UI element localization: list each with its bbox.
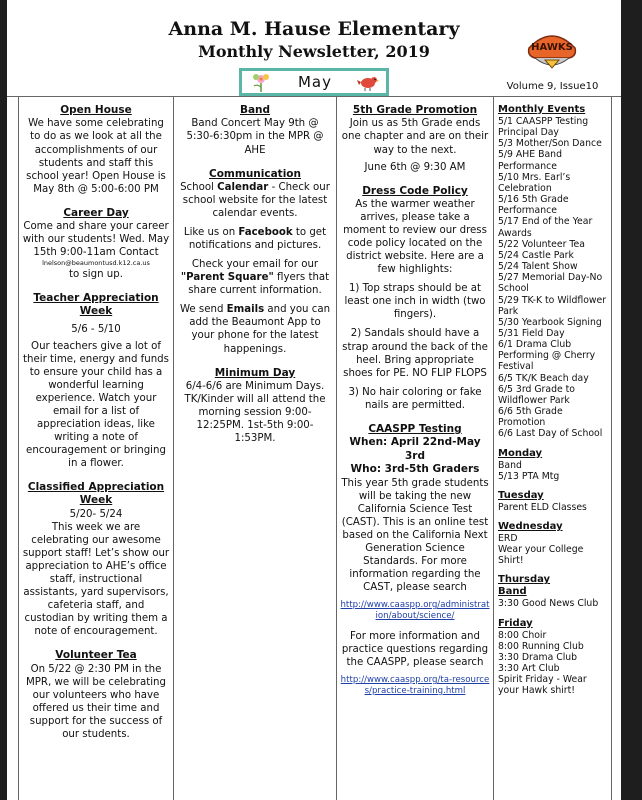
- calendar-paragraph: School Calendar - Check our school website for the latest calendar events.: [180, 182, 330, 220]
- teacher-appreciation-section: [22, 292, 170, 470]
- section-body: Come and share your career with our students! Wed. May 15th 9:00-11am Contact: [22, 221, 170, 259]
- section-body: We have some celebrating to do as we look at all the accomplishments of our students and staff this school year! Open House is May 8th @ 5:00-6:00 PM: [26, 118, 166, 195]
- classified-appreciation-section: [22, 481, 170, 638]
- event-list: [498, 116, 608, 440]
- section-title: Monthly Events: [498, 104, 586, 115]
- signup-text: to sign up.: [69, 268, 123, 280]
- day-item: Wear your College Shirt!: [498, 544, 584, 567]
- practice-test-link[interactable]: http://www.caaspp.org/ta-resources/practice-training.html: [340, 675, 490, 697]
- event-item: 5/24 Talent Show: [498, 261, 578, 273]
- day-item: 3:30 Good News Club: [498, 598, 599, 610]
- wednesday-section: [498, 521, 608, 566]
- caaspp-when: When: April 22nd-May 3rd: [349, 436, 481, 462]
- newsletter-page: [7, 0, 621, 800]
- section-title: Communication: [209, 167, 301, 180]
- event-item: 5/1 CAASPP Testing Principal Day: [498, 116, 589, 139]
- event-item: 5/10 Mrs. Earl’s Celebration: [498, 171, 571, 194]
- month-banner: [239, 68, 389, 96]
- section-body: Our teachers give a lot of their time, energy and funds to ensure your child has a wonderful learning experience. Watch your email for a list of appreciation ideas, like writing a note of encouragement or bringing in a flower.: [23, 340, 169, 469]
- event-item: 6/5 3rd Grade to Wildflower Park: [498, 383, 575, 406]
- section-title: Open House: [60, 104, 132, 116]
- bird-icon: [356, 72, 380, 92]
- section-title: Monday: [498, 447, 543, 459]
- career-day-section: [22, 207, 170, 281]
- communication-section: [178, 168, 332, 356]
- day-item: 3:30 Art Club: [498, 663, 560, 675]
- flower-icon: [248, 71, 274, 93]
- section-body: This week we are celebrating our awesome support staff! Let’s show our appreciation to AHE’s office staff, instructional assistants, yard supervisors, cafeteria staff, and custodian by writing them a note of encouragement.: [22, 521, 170, 638]
- section-dates: 5/6 - 5/10: [71, 323, 121, 335]
- newsletter-title: Monthly Newsletter, 2019: [198, 42, 430, 61]
- cast-info-link[interactable]: http://www.caaspp.org/administration/about/science/: [340, 599, 490, 621]
- contact-email[interactable]: lnelson@beaumontusd.k12.ca.us: [42, 259, 150, 268]
- emails-paragraph: We send Emails and you can add the Beaumont App to your phone for the latest happenings.: [179, 304, 331, 355]
- tuesday-section: [498, 490, 608, 513]
- promotion-time: June 6th @ 9:30 AM: [364, 161, 466, 173]
- friday-section: [498, 618, 608, 697]
- month-label: May: [297, 73, 332, 91]
- monday-section: [498, 448, 608, 482]
- day-item: 8:00 Running Club: [498, 640, 584, 652]
- day-item: ERD: [498, 533, 518, 544]
- section-body-2: TK/Kinder will all attend the morning session 9:00-12:25PM. 1st-5th 9:00-1:53PM.: [184, 394, 326, 445]
- section-body: Band Concert May 9th @ 5:30-6:30pm in the MPR @ AHE: [186, 118, 324, 156]
- promotion-section: [340, 104, 490, 174]
- day-item: Spirit Friday - Wear your Hawk shirt!: [498, 674, 587, 697]
- section-title: Dress Code Policy: [362, 184, 468, 197]
- caaspp-body: This year 5th grade students will be taking the new California Science Test (CAST). This is an online test based on the California Next Generation Science Standards. For more information regarding the CAST, please search: [341, 477, 489, 593]
- thursday-section: [498, 574, 608, 609]
- section-title: 5th Grade Promotion: [352, 104, 478, 116]
- day-item: 3:30 Drama Club: [498, 651, 578, 663]
- event-item: 5/31 Field Day: [498, 327, 565, 339]
- day-item: 5/13 PTA Mtg: [498, 470, 560, 482]
- volunteer-tea-section: [22, 649, 170, 741]
- section-body: Join us as 5th Grade ends one chapter and are on their way to the next.: [341, 118, 489, 156]
- column-2: [173, 97, 336, 800]
- event-item: 5/29 TK-K to Wildflower Park: [498, 294, 607, 317]
- event-item: 5/16 5th Grade Performance: [498, 194, 569, 217]
- caaspp-body-2: For more information and practice questions regarding the CAASPP, please search: [341, 630, 489, 669]
- section-title: Tuesday: [498, 489, 544, 501]
- event-item: 5/27 Memorial Day-No School: [498, 272, 603, 295]
- event-item: 5/30 Yearbook Signing: [498, 316, 602, 328]
- section-title: Career Day: [63, 206, 129, 219]
- section-body: On 5/22 @ 2:30 PM in the MPR, we will be celebrating our volunteers who have offered us their time and support for the success of our students.: [26, 663, 166, 741]
- event-item: 6/6 5th Grade Promotion: [498, 406, 563, 429]
- caaspp-section: [340, 423, 490, 697]
- section-title: Teacher Appreciation Week: [33, 291, 159, 318]
- event-item: 6/1 Drama Club Performing @ Cherry Festival: [498, 339, 596, 373]
- day-item: Parent ELD Classes: [498, 501, 587, 513]
- section-title: Band: [239, 104, 271, 116]
- section-title: Classified Appreciation Week: [27, 481, 165, 507]
- event-item: 5/3 Mother/Son Dance: [498, 138, 602, 150]
- column-4: [493, 97, 612, 800]
- section-title: Thursday: [498, 574, 551, 586]
- event-item: 6/6 Last Day of School: [498, 428, 603, 440]
- section-title: Volunteer Tea: [55, 649, 137, 662]
- caaspp-who: Who: 3rd-5th Graders: [350, 463, 480, 476]
- event-item: 5/24 Castle Park: [498, 249, 574, 261]
- monthly-events-section: [498, 104, 608, 440]
- day-item: Band: [498, 459, 522, 471]
- event-item: 5/22 Volunteer Tea: [498, 238, 585, 250]
- dress-code-intro: As the warmer weather arrives, please take a moment to review our dress code policy located on the district website. Here are a few highlights:: [343, 199, 487, 276]
- section-subtitle: Band: [498, 586, 527, 598]
- event-item: 5/9 AHE Band Performance: [498, 149, 562, 172]
- section-body: 6/4-6/6 are Minimum Days.: [185, 381, 325, 393]
- section-dates: 5/20- 5/24: [69, 508, 123, 520]
- band-section: [178, 104, 332, 157]
- newsletter-columns: [7, 97, 621, 800]
- column-3: [336, 97, 493, 800]
- section-title: Minimum Day: [214, 366, 296, 379]
- school-name: Anna M. Hause Elementary: [168, 18, 460, 40]
- hawks-mascot-logo: [521, 22, 583, 74]
- svg-text:HAWKS: HAWKS: [531, 42, 573, 53]
- column-1: [18, 97, 173, 800]
- parent-square-paragraph: Check your email for our "Parent Square" flyers that share current information.: [180, 259, 330, 297]
- section-title: Friday: [498, 617, 533, 629]
- volume-issue: Volume 9, Issue10: [506, 81, 599, 92]
- event-item: 5/17 End of the Year Awards: [498, 216, 593, 239]
- day-item: 8:00 Choir: [498, 629, 547, 641]
- section-title: Wednesday: [498, 521, 563, 532]
- dress-code-item-3: 3) No hair coloring or fake nails are permitted.: [348, 386, 482, 411]
- minimum-day-section: [178, 367, 332, 446]
- dress-code-item-1: 1) Top straps should be at least one inch in width (two fingers).: [344, 283, 486, 321]
- dress-code-section: [340, 185, 490, 412]
- event-item: 6/5 TK/K Beach day: [498, 372, 589, 384]
- facebook-paragraph: Like us on Facebook to get notifications and pictures.: [183, 227, 327, 252]
- dress-code-item-2: 2) Sandals should have a strap around the back of the heel. Bring appropriate shoes for PE. NO FLIP FLOPS: [342, 328, 488, 379]
- open-house-section: [22, 104, 170, 196]
- section-title: CAASPP Testing: [368, 422, 462, 435]
